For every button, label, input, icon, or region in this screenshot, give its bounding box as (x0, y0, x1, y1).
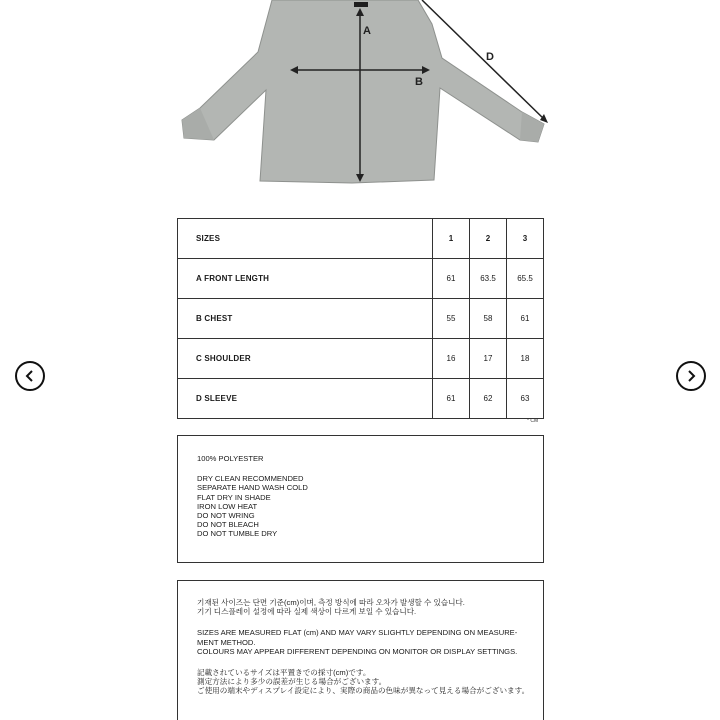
notice-korean-line: 기기 디스플레이 설정에 따라 실제 색상이 다르게 보일 수 있습니다. (197, 607, 417, 617)
care-line: DRY CLEAN RECOMMENDED (197, 474, 304, 484)
notice-korean-line: 기재된 사이즈는 단면 기준(cm)이며, 측정 방식에 따라 오차가 발생할 수 있습니다. (197, 598, 465, 607)
table-cell: 61 (507, 299, 544, 339)
measure-b-label: B (415, 76, 423, 88)
table-cell: 63 (507, 379, 544, 419)
table-cell: 17 (470, 339, 507, 379)
care-line: DO NOT TUMBLE DRY (197, 529, 278, 539)
row-label-shoulder: C SHOULDER (178, 339, 433, 379)
care-instructions-box (177, 435, 544, 563)
table-row (178, 299, 544, 339)
row-label-sleeve: D SLEEVE (178, 379, 433, 419)
material-text: 100% POLYESTER (197, 454, 264, 463)
table-cell: 18 (507, 339, 544, 379)
neck-tag (354, 2, 368, 7)
measure-a-label: A (363, 25, 371, 37)
care-line: DO NOT WRING (197, 511, 255, 521)
row-label-front-length: A FRONT LENGTH (178, 259, 433, 299)
table-cell: 62 (470, 379, 507, 419)
notice-japanese-line: 測定方法により多少の誤差が生じる場合がございます。 (197, 677, 387, 687)
table-cell: 61 (433, 259, 470, 299)
table-cell: 16 (433, 339, 470, 379)
chevron-left-icon (23, 369, 37, 383)
table-cell: 61 (433, 379, 470, 419)
care-line: IRON LOW HEAT (197, 501, 258, 511)
care-line: FLAT DRY IN SHADE (197, 492, 271, 502)
garment-measurement-illustration (170, 0, 560, 200)
notice-english-line: MENT METHOD. (197, 637, 256, 647)
chevron-right-icon (684, 369, 698, 383)
table-row (178, 379, 544, 419)
table-cell: 63.5 (470, 259, 507, 299)
table-cell: 58 (470, 299, 507, 339)
notice-japanese-line: ご使用の端末やディスプレイ設定により、実際の商品の色味が異なって見える場合がございます。 (197, 686, 530, 696)
table-cell: 55 (433, 299, 470, 339)
size-table-header-row (178, 219, 544, 259)
care-line: DO NOT BLEACH (197, 520, 259, 530)
table-cell: 65.5 (507, 259, 544, 299)
row-label-chest: B CHEST (178, 299, 433, 339)
notice-japanese-line: 記載されているサイズは平置きでの採寸(cm)です。 (197, 668, 371, 678)
unit-note: * CM (527, 418, 539, 424)
previous-image-button[interactable] (15, 361, 45, 391)
notice-english-line: SIZES ARE MEASURED FLAT (cm) AND MAY VARY SLIGHTLY DEPENDING ON MEASURE- (197, 628, 518, 638)
table-row (178, 259, 544, 299)
next-image-button[interactable] (676, 361, 706, 391)
care-line: SEPARATE HAND WASH COLD (197, 483, 308, 493)
size-header-1: 1 (433, 219, 470, 259)
table-row (178, 339, 544, 379)
measure-d-label: D (486, 51, 494, 63)
size-header-3: 3 (507, 219, 544, 259)
size-chart-table (177, 218, 544, 419)
size-header-2: 2 (470, 219, 507, 259)
sizing-notice-box (177, 580, 544, 720)
notice-english-line: COLOURS MAY APPEAR DIFFERENT DEPENDING ON MONITOR OR DISPLAY SETTINGS. (197, 646, 518, 656)
sizes-header: SIZES (178, 219, 433, 259)
